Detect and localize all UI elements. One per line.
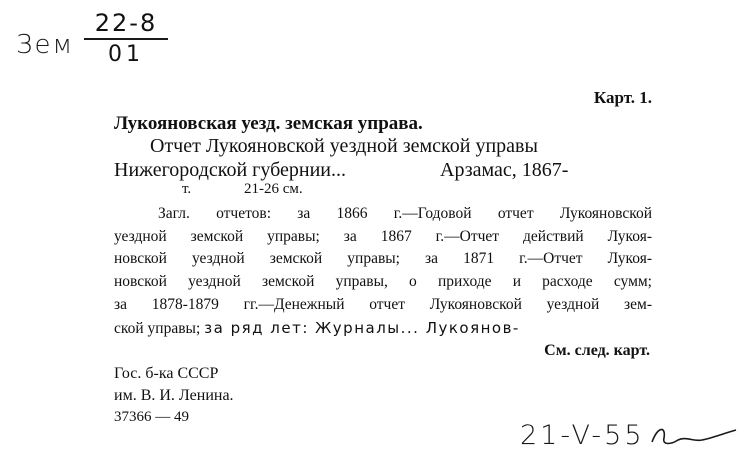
publication-place-date: Арзамас, 1867- [440,159,569,181]
library-line-2: им. В. И. Ленина. [114,387,234,404]
note-line: уездной земской управы; за 1867 г.—Отчет действий Лукоя- [114,227,652,245]
see-next-card: См. след. карт. [544,342,650,359]
note-line: новской уездной земской управы, о приходе и расходе сумм; [114,273,652,291]
shelfmark-numerator: 22-8 [94,9,158,37]
title-region: Нижегородской губернии... [114,159,347,181]
note-last-line-printed: ской управы; [114,319,201,337]
shelfmark-fraction [84,10,168,67]
note-line: новской уездной земской управы; за 1871 г.—Отчет Лукоя- [114,250,652,268]
initials-squiggle-icon [650,420,740,450]
note-line: Загл. отчетов: за 1866 г.—Годовой отчет Лукояновской [158,205,652,222]
shelfmark-denominator: 01 [108,42,144,67]
note-last-line [114,317,652,341]
library-line-3: 37366 — 49 [114,409,189,425]
volume-label: т. [182,181,192,197]
shelfmark-prefix: Зем [16,30,75,60]
note-handwritten-addition: за ряд лет: Журналы... Лукоянов- [204,318,520,337]
title-line-2 [114,159,569,182]
shelfmark-fraction-bar [84,38,168,40]
handwritten-date: 21-V-55 [520,420,645,451]
title-variants-note [114,203,652,340]
physical-description [182,181,303,198]
size-label: 21-26 см. [244,181,303,197]
catalog-heading: Лукояновская уезд. земская управа. [114,113,423,134]
card-number: Карт. 1. [593,88,652,107]
title-line-1: Отчет Лукояновской уездной земской управы [150,135,538,157]
library-line-1: Гос. б-ка СССР [114,365,219,382]
note-line: за 1878-1879 гг.—Денежный отчет Лукояновской уездной зем- [114,295,652,313]
